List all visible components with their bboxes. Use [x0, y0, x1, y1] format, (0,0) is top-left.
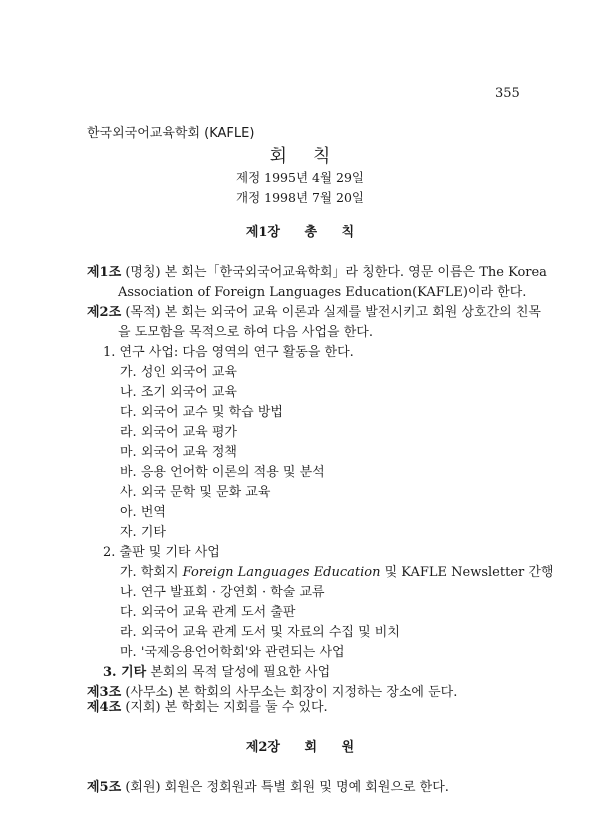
item-3-text: 본회의 목적 달성에 필요한 사업	[146, 665, 331, 680]
item-2-sub-ma: 마. '국제응용언어학회'와 관련되는 사업	[120, 645, 345, 660]
item-1-sub-sa: 사. 외국 문학 및 문화 교육	[120, 485, 271, 500]
item-2-sub-ga	[120, 561, 553, 580]
item-3-number: 3. 기타	[103, 665, 147, 680]
article-1-line-2: Association of Foreign Languages Education(KAFLE)이라 한다.	[118, 285, 527, 300]
chapter-2-name-a: 회	[304, 740, 318, 755]
chapter-1-name-b: 칙	[341, 225, 355, 240]
article-2-line-2: 을 도모함을 목적으로 하여 다음 사업을 한다.	[118, 325, 373, 340]
article-1-text-1: (명칭) 본 회는「한국외국어교육학회」라 칭한다. 영문 이름은 The Korea	[125, 265, 547, 280]
article-4-line	[87, 696, 328, 715]
page-number: 355	[495, 86, 520, 101]
enactment-date: 제정 1995년 4월 29일	[236, 170, 364, 185]
article-1-number: 제1조	[87, 265, 122, 280]
chapter-1-name-a: 총	[304, 225, 318, 240]
item-2-label: 2. 출판 및 기타 사업	[103, 545, 220, 560]
article-1-line-1	[87, 261, 547, 280]
item-1-label: 1. 연구 사업: 다음 영역의 연구 활동을 한다.	[103, 345, 354, 360]
article-4-number: 제4조	[87, 700, 122, 715]
item-2-sub-ga-suffix: 및 KAFLE Newsletter 간행	[380, 565, 554, 580]
item-1-sub-ma: 마. 외국어 교육 정책	[120, 445, 237, 460]
item-2-sub-na: 나. 연구 발표회 · 강연회 · 학술 교류	[120, 585, 325, 600]
article-5-text: (회원) 회원은 정회원과 특별 회원 및 명예 회원으로 한다.	[125, 780, 449, 795]
article-5-line	[87, 776, 449, 795]
item-3-line	[103, 661, 330, 680]
item-1-sub-na: 나. 조기 외국어 교육	[120, 385, 237, 400]
article-3-number: 제3조	[87, 685, 122, 700]
article-2-text-1: (목적) 본 회는 외국어 교육 이론과 실제를 발전시키고 회원 상호간의 친목	[125, 305, 541, 320]
revision-date: 개정 1998년 7월 20일	[236, 190, 364, 205]
item-1-sub-ba: 바. 응용 언어학 이론의 적용 및 분석	[120, 465, 325, 480]
item-2-sub-da: 다. 외국어 교육 관계 도서 출판	[120, 605, 296, 620]
chapter-1-heading	[0, 221, 600, 240]
article-4-text: (지회) 본 학회는 지회를 둘 수 있다.	[125, 700, 328, 715]
item-1-sub-ga: 가. 성인 외국어 교육	[120, 365, 237, 380]
article-2-line-1	[87, 301, 541, 320]
chapter-2-name-b: 원	[341, 740, 355, 755]
item-1-sub-a: 아. 번역	[120, 505, 166, 520]
item-2-sub-ga-prefix: 가. 학회지	[120, 565, 183, 580]
document-title: 회칙	[269, 146, 357, 167]
article-2-number: 제2조	[87, 305, 122, 320]
organization-header: 한국외국어교육학회 (KAFLE)	[87, 126, 255, 141]
item-1-sub-ra: 라. 외국어 교육 평가	[120, 425, 237, 440]
article-5-number: 제5조	[87, 780, 122, 795]
chapter-2-heading	[0, 736, 600, 755]
chapter-2-number: 제2장	[245, 740, 280, 755]
chapter-1-number: 제1장	[245, 225, 280, 240]
item-1-sub-ja: 자. 기타	[120, 525, 166, 540]
item-1-sub-da: 다. 외국어 교수 및 학습 방법	[120, 405, 283, 420]
article-3-text: (사무소) 본 학회의 사무소는 회장이 지정하는 장소에 둔다.	[125, 685, 458, 700]
journal-title: Foreign Languages Education	[182, 565, 381, 580]
item-2-sub-ra: 라. 외국어 교육 관계 도서 및 자료의 수집 및 비치	[120, 625, 400, 640]
